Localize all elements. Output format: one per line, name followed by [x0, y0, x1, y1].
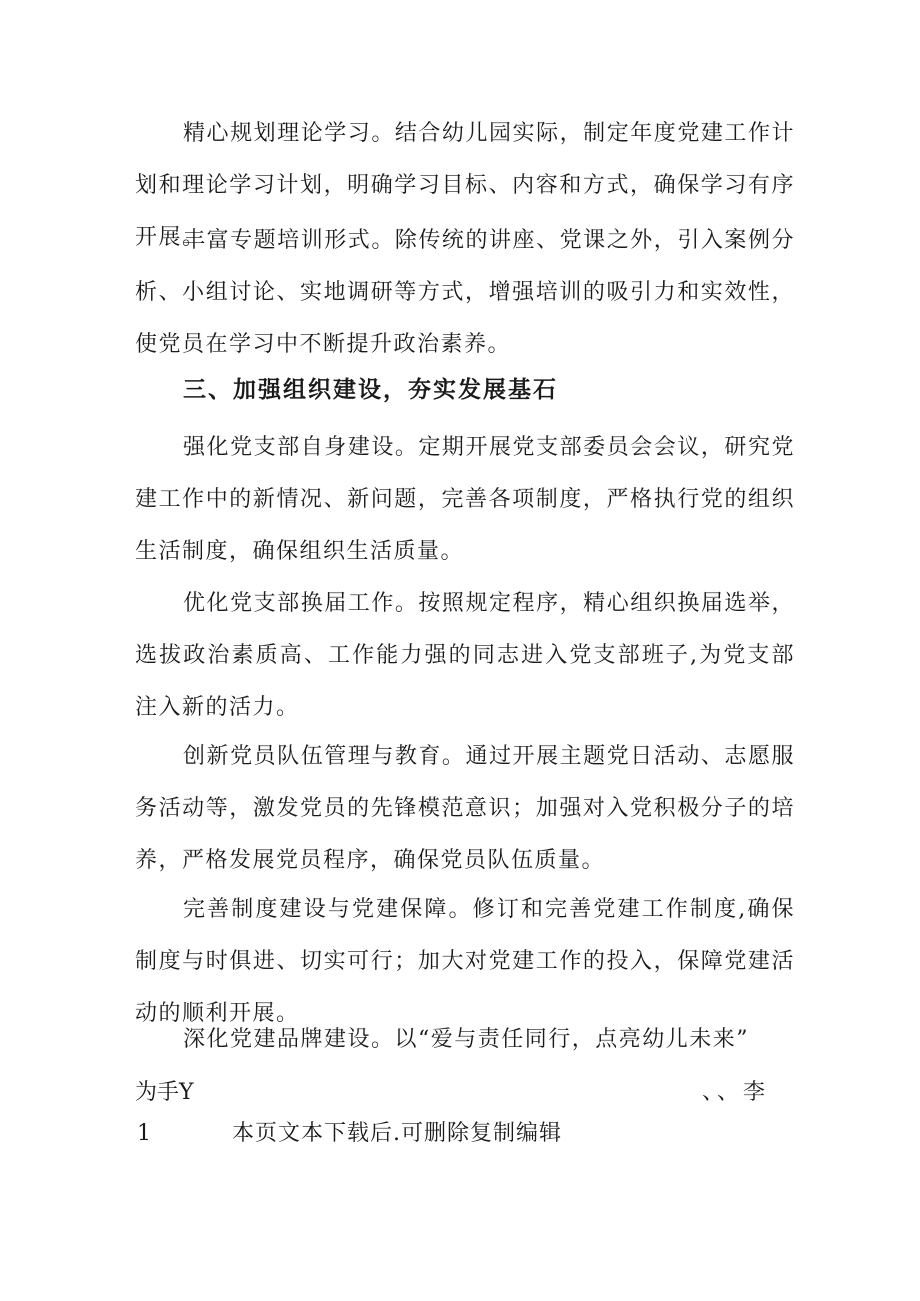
paragraph-election: 优化党支部换届工作。按照规定程序，精心组织换届选举，选拔政治素质高、工作能力强的同志进入党支部班子,为党支部注入新的活力。 — [135, 591, 795, 720]
download-notice: 本页文本下载后.可删除复制编辑 — [232, 1121, 562, 1146]
paragraph-system-building: 完善制度建设与党建保障。修订和完善党建工作制度,确保制度与时俱进、切实可行；加大对党建工作的投入，保障党建活动的顺利开展。 — [135, 897, 795, 1026]
text-fragment-right: 、、李 — [702, 1080, 770, 1105]
section-heading: 三、加强组织建设，夯实发展基石 — [183, 376, 558, 403]
paragraph-training: 丰富专题培训形式。除传统的讲座、党课之外，引入案例分析、小组讨论、实地调研等方式，增强培训的吸引力和实效性，使党员在学习中不断提升政治素养。 — [135, 228, 795, 357]
paragraph-theory-study: 精心规划理论学习。结合幼儿园实际，制定年度党建工作计划和理论学习计划，明确学习目标、内容和方式，确保学习有序开展。 — [135, 121, 795, 250]
paragraph-member-management: 创新党员队伍管理与教育。通过开展主题党日活动、志愿服务活动等，激发党员的先锋模范意识；加强对入党积极分子的培养，严格发展党员程序，确保党员队伍质量。 — [135, 744, 795, 873]
text-fragment-left: 为手Y — [135, 1080, 194, 1105]
paragraph-branch-building: 强化党支部自身建设。定期开展党支部委员会会议，研究党建工作中的新情况、新问题，完善各项制度，严格执行党的组织生活制度，确保组织生活质量。 — [135, 435, 795, 564]
paragraph-brand-building: 深化党建品牌建设。以“爱与责任同行，点亮幼儿未来” — [183, 1027, 749, 1052]
page-number: 1 — [137, 1121, 151, 1146]
